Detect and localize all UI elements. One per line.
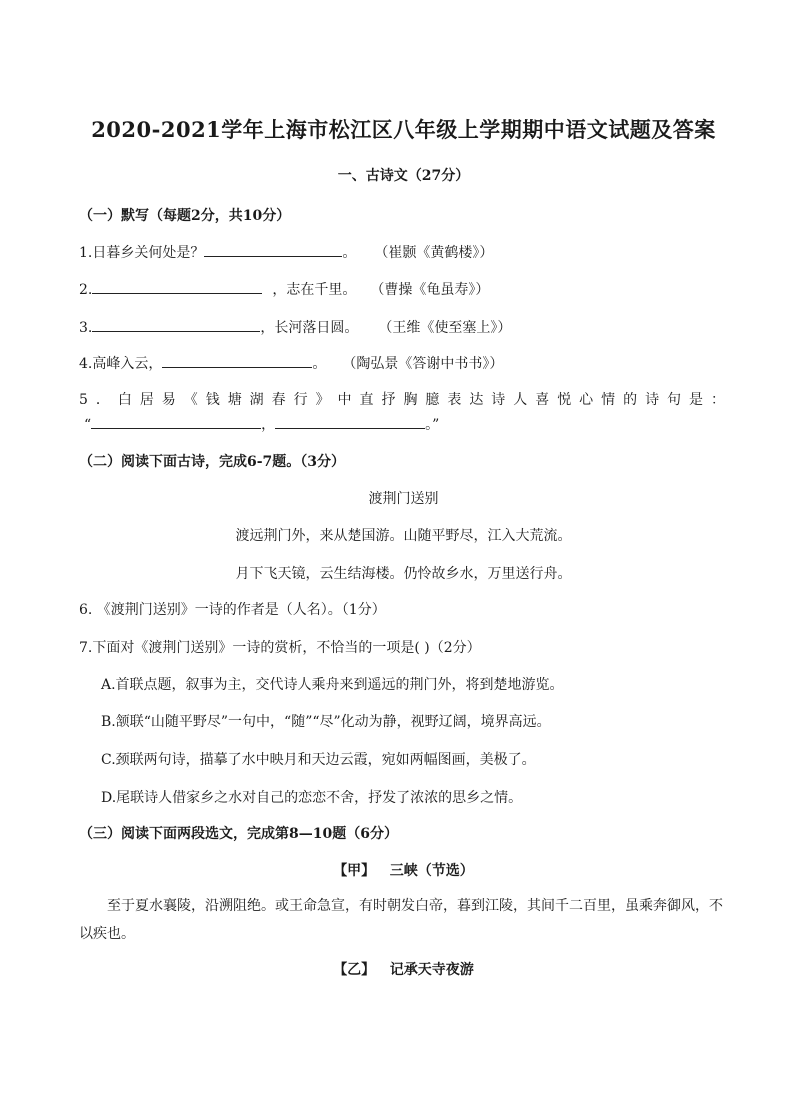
option-c[interactable]: C.颈联两句诗，描摹了水中映月和天边云霞，宛如两幅图画，美极了。 [101, 752, 536, 768]
option-b[interactable]: B.颔联“山随平野尽”一句中，“随”“尽”化动为静，视野辽阔，境界高远。 [101, 714, 551, 730]
answer-blank[interactable] [91, 414, 261, 429]
question-5-answer-line [84, 414, 439, 435]
question-text: ，长河落日圆。 [260, 320, 359, 336]
poem-line: 月下飞天镜，云生结海楼。仍怜故乡水，万里送行舟。 [235, 566, 572, 582]
question-text: 日暮乡关何处是？ [92, 245, 205, 261]
option-a[interactable]: A.首联点题，叙事为主，交代诗人乘舟来到遥远的荆门外，将到楚地游览。 [101, 677, 564, 693]
answer-blank[interactable] [204, 242, 342, 257]
close-quote: 。” [425, 417, 440, 433]
question-1 [79, 242, 493, 263]
passage-yi-title: 【乙】 记承天寺夜游 [333, 962, 474, 978]
answer-blank[interactable] [92, 279, 262, 294]
source-citation: （曹操《龟虽寿》） [370, 282, 490, 298]
question-2 [79, 279, 489, 300]
question-number: 4. [79, 356, 93, 372]
question-text: 。 [312, 356, 327, 372]
passage-jia-title: 【甲】 三峡（节选） [333, 863, 474, 879]
answer-blank[interactable] [92, 317, 260, 332]
question-6: 6. 《渡荆门送别》一诗的作者是（人名）。（1分） [79, 602, 386, 618]
question-4 [79, 353, 503, 374]
part3-heading: （三）阅读下面两段选文，完成第8—10题（6分） [79, 826, 398, 842]
answer-blank[interactable] [162, 353, 312, 368]
question-text: 。 [342, 245, 357, 261]
question-number: 1. [79, 245, 93, 261]
comma: ， [261, 417, 276, 433]
question-number: 2. [79, 282, 93, 298]
source-citation: （王维《使至塞上》） [378, 320, 512, 336]
question-7: 7.下面对《渡荆门送别》一诗的赏析，不恰当的一项是( )（2分） [79, 640, 481, 656]
option-d[interactable]: D.尾联诗人借家乡之水对自己的恋恋不舍，抒发了浓浓的思乡之情。 [101, 790, 523, 806]
poem-title: 渡荆门送别 [368, 491, 439, 507]
part2-heading: （二）阅读下面古诗，完成6-7题。（3分） [79, 454, 346, 470]
question-3 [79, 317, 511, 338]
question-5: 5．白居易《钱塘湖春行》中直抒胸臆表达诗人喜悦心情的诗句是： [79, 392, 727, 408]
page-title: 2020-2021学年上海市松江区八年级上学期期中语文试题及答案 [91, 117, 716, 142]
question-text: ，志在千里。 [272, 282, 357, 298]
part1-heading: （一）默写（每题2分，共10分） [79, 208, 291, 224]
open-quote: “ [84, 417, 92, 433]
section-heading: 一、古诗文（27分） [337, 168, 470, 184]
source-citation: （陶弘景《答谢中书书》） [342, 356, 504, 372]
question-number: 3. [79, 320, 93, 336]
source-citation: （崔颢《黄鹤楼》） [374, 245, 494, 261]
answer-blank[interactable] [275, 414, 425, 429]
poem-line: 渡远荆门外，来从楚国游。山随平野尽，江入大荒流。 [235, 528, 572, 544]
passage-jia-text: 至于夏水襄陵，沿溯阻绝。或王命急宣，有时朝发白帝，暮到江陵，其间千二百里，虽乘奔御风，不以疾也。 [79, 898, 723, 942]
question-text: 高峰入云， [92, 356, 163, 372]
